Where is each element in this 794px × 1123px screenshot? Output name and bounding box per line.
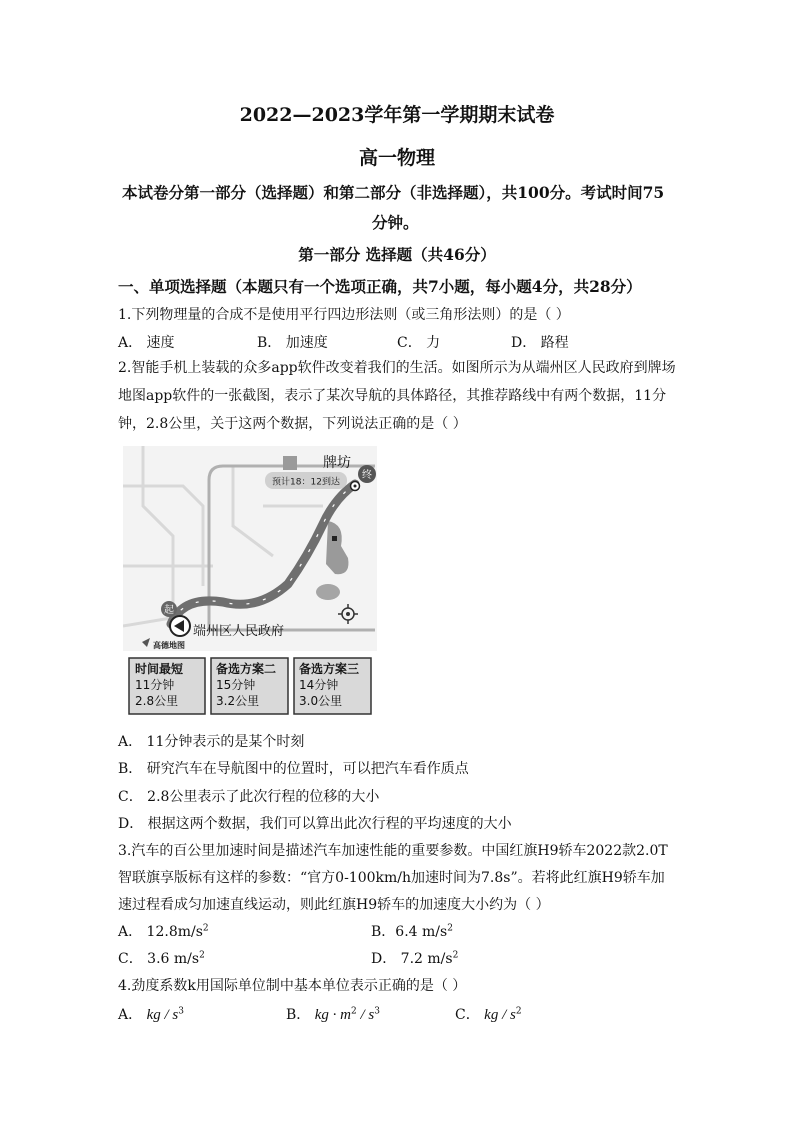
question-1-option-a: A． 速度 — [118, 335, 175, 351]
question-2-stem-line2: 地图app软件的一张截图，表示了某次导航的具体路径，其推荐路线中有两个数据，11分 — [118, 388, 667, 404]
destination-label: 牌坊 — [323, 455, 351, 471]
question-3-option-d — [371, 948, 458, 968]
question-1-option-c: C． 力 — [397, 335, 441, 351]
route-option-distance: 3.0公里 — [299, 694, 343, 708]
question-2-option-b: B． 研究汽车在导航图中的位置时，可以把汽车看作质点 — [118, 761, 469, 777]
route-option-card[interactable] — [294, 658, 371, 714]
question-2-option-c: C． 2.8公里表示了此次行程的位移的大小 — [118, 789, 380, 805]
route-option-distance: 2.8公里 — [135, 694, 179, 708]
question-2-stem-line1: 2.智能手机上装载的众多app软件改变着我们的生活。如图所示为从端州区人民政府到牌场 — [118, 360, 676, 376]
option-exponent: 2 — [452, 950, 459, 961]
question-4-option-b — [286, 1004, 380, 1024]
question-2-option-a: A． 11分钟表示的是某个时刻 — [118, 734, 305, 750]
map-block — [316, 584, 340, 600]
map-poi — [332, 536, 337, 541]
question-1-option-d: D． 路程 — [511, 335, 569, 351]
option-exponent: 2 — [202, 923, 209, 934]
eta-label: 预计18：12到达 — [272, 477, 340, 488]
exam-title: 2022—2023学年第一学期期末试卷 — [239, 104, 555, 126]
option-unit: kg · m — [314, 1007, 351, 1023]
option-exponent: 3 — [178, 1006, 184, 1017]
question-2-option-d: D． 根据这两个数据，我们可以算出此次行程的平均速度的大小 — [118, 816, 512, 832]
option-letter: B． — [286, 1007, 311, 1023]
option-exponent: 2 — [447, 923, 453, 934]
option-unit: kg / s — [484, 1007, 516, 1023]
end-marker-label: 终 — [362, 470, 372, 481]
exam-subtitle: 高一物理 — [358, 147, 435, 169]
option-exponent: 2 — [351, 1006, 357, 1017]
origin-label: 端州区人民政府 — [193, 624, 285, 639]
question-3-option-a — [118, 921, 209, 941]
option-unit: / s — [356, 1007, 375, 1023]
option-exponent: 2 — [515, 1006, 522, 1017]
option-text: D． 7.2 m/s — [371, 951, 453, 967]
option-exponent: 2 — [199, 950, 205, 961]
exam-intro-line1: 本试卷分第一部分（选择题）和第二部分（非选择题），共100分。考试时间75 — [122, 183, 665, 202]
question-4-option-a — [118, 1004, 184, 1024]
route-option-title: 备选方案二 — [216, 662, 277, 676]
route-option-time: 15分钟 — [216, 678, 256, 692]
question-3-option-c — [118, 948, 205, 968]
route-option-card[interactable] — [211, 658, 288, 714]
question-1-stem: 1.下列物理量的合成不是使用平行四边形法则（或三角形法则）的是（ ） — [118, 307, 570, 323]
question-4-stem: 4.劲度系数k用国际单位制中基本单位表示正确的是（ ） — [118, 978, 467, 994]
question-3-stem-line1: 3.汽车的百公里加速时间是描述汽车加速性能的重要参数。中国红旗H9轿车2022款2.0T — [118, 843, 668, 859]
option-text: C． 3.6 m/s — [118, 951, 200, 967]
option-letter: A． — [118, 1007, 143, 1023]
question-1-option-b: B． 加速度 — [257, 335, 328, 351]
destination-pin-dot — [354, 485, 357, 488]
option-text: A． 12.8m/s — [118, 924, 203, 940]
start-marker-label: 起 — [164, 605, 174, 616]
question-4-option-c — [455, 1004, 522, 1024]
route-option-distance: 3.2公里 — [216, 694, 260, 708]
question-3-option-b — [371, 921, 453, 941]
option-letter: C． — [455, 1007, 480, 1023]
route-option-time: 11分钟 — [135, 678, 175, 692]
question-3-stem-line3: 速过程看成匀加速直线运动，则此红旗H9轿车的加速度大小约为（ ） — [118, 897, 550, 913]
option-exponent: 3 — [374, 1006, 380, 1017]
question-3-stem-line2: 智联旗享版标有这样的参数：“官方0-100km/h加速时间为7.8s”。若将此红旗H9轿车加 — [118, 870, 665, 886]
route-option-card[interactable] — [129, 658, 205, 714]
route-option-title: 时间最短 — [135, 662, 184, 676]
part1-title: 第一部分 选择题（共46分） — [298, 245, 496, 264]
question-2-stem-line3: 钟，2.8公里，关于这两个数据，下列说法正确的是（ ） — [118, 416, 467, 432]
route-option-title: 备选方案三 — [299, 662, 360, 676]
section1-title: 一、单项选择题（本题只有一个选项正确，共7小题，每小题4分，共28分） — [118, 277, 642, 296]
map-block — [283, 456, 297, 470]
route-option-time: 14分钟 — [299, 678, 339, 692]
option-unit: kg / s — [146, 1007, 179, 1023]
app-logo-label: 高德地图 — [153, 641, 185, 650]
option-text: B．6.4 m/s — [371, 924, 448, 940]
navigation-map-figure — [123, 446, 377, 716]
exam-intro-line2: 分钟。 — [372, 213, 419, 232]
